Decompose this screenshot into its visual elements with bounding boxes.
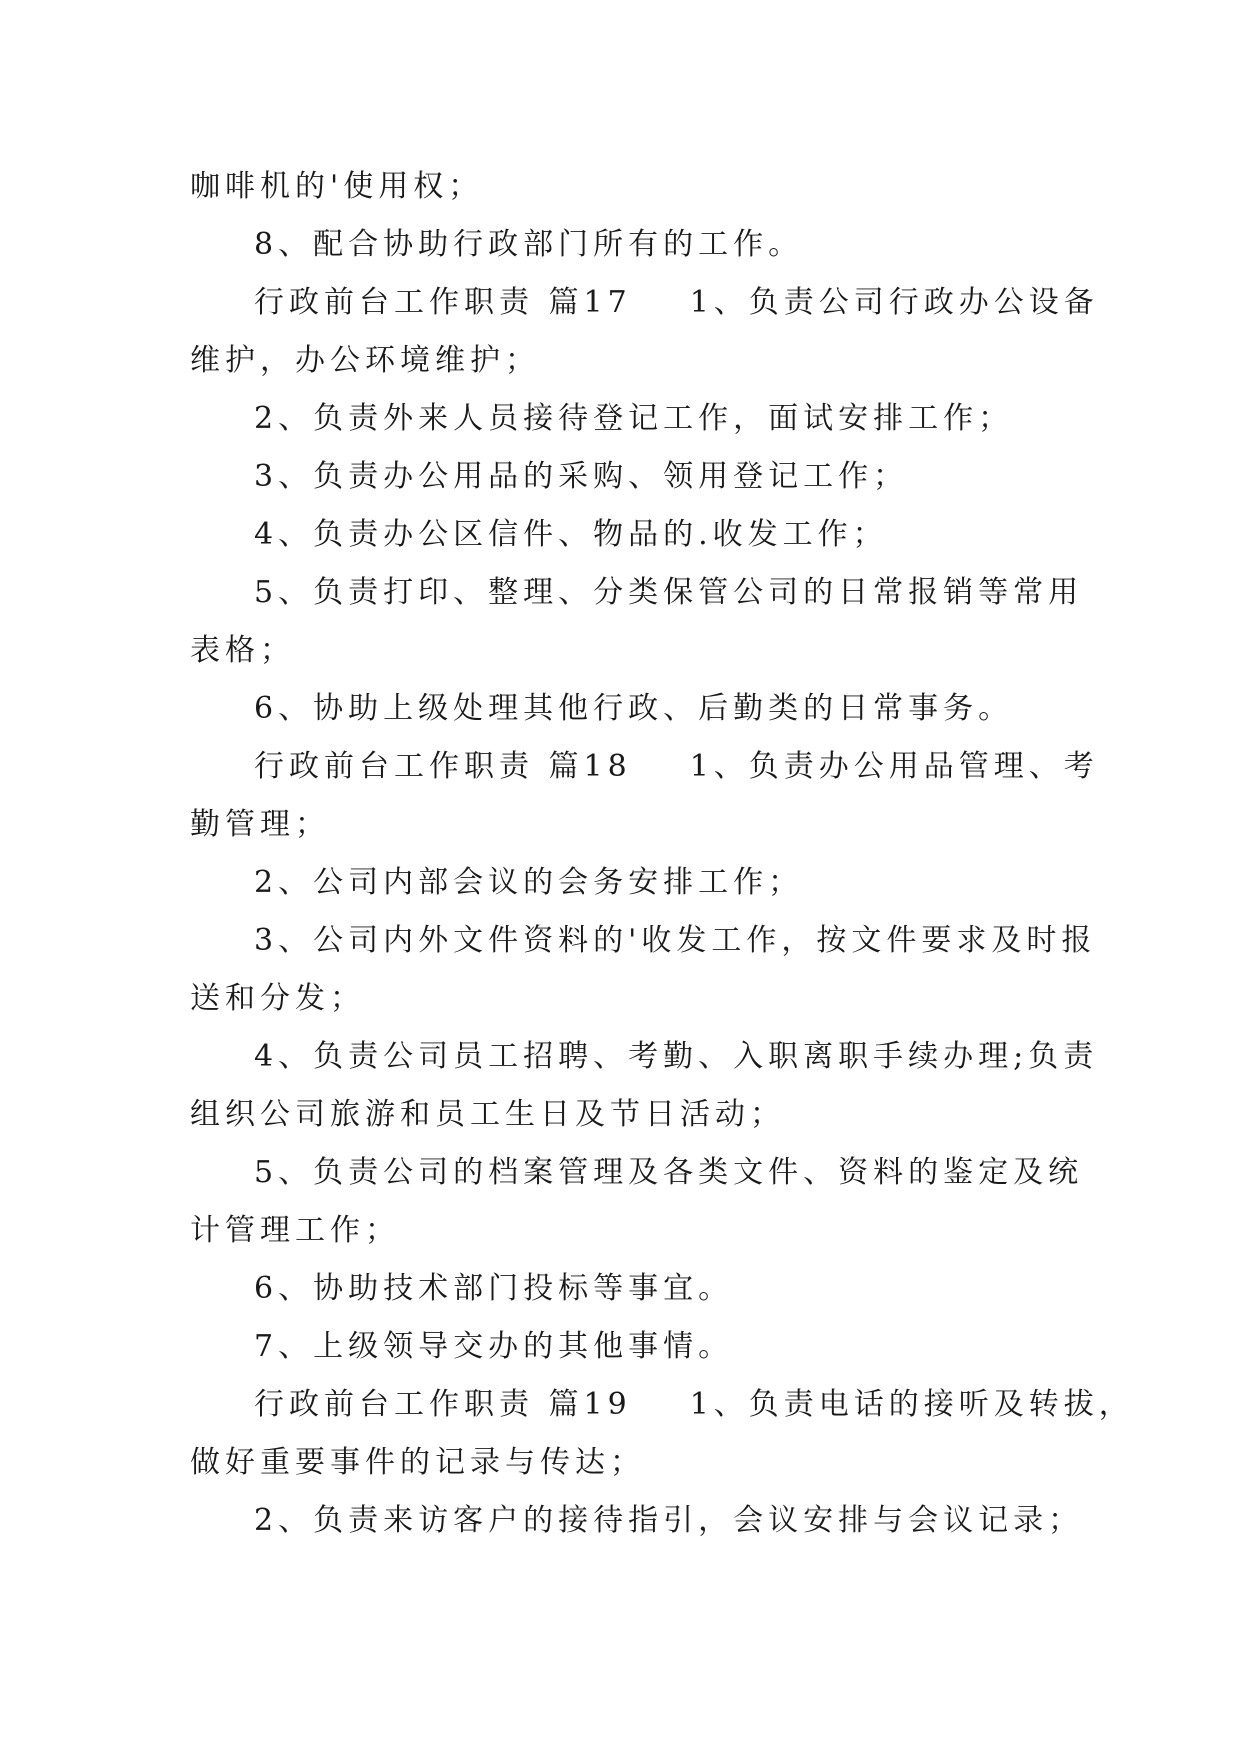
paragraph-line: 勤管理； xyxy=(190,807,330,842)
list-item: 2、负责外来人员接待登记工作，面试安排工作； xyxy=(254,401,1014,436)
paragraph-line: 做好重要事件的记录与传达； xyxy=(190,1445,645,1480)
list-item: 6、协助技术部门投标等事宜。 xyxy=(254,1271,734,1306)
paragraph-line: 表格； xyxy=(190,633,295,668)
list-item: 2、负责来访客户的接待指引，会议安排与会议记录； xyxy=(254,1503,1084,1538)
list-item: 8、配合协助行政部门所有的工作。 xyxy=(254,227,804,262)
list-item-text: 1、负责办公用品管理、考 xyxy=(689,749,1099,784)
list-item: 6、协助上级处理其他行政、后勤类的日常事务。 xyxy=(254,691,1014,726)
paragraph-line: 送和分发； xyxy=(190,981,365,1016)
list-item: 4、负责公司员工招聘、考勤、入职离职手续办理;负责 xyxy=(254,1039,1099,1074)
section-heading-line xyxy=(190,738,1099,796)
section-heading-line xyxy=(190,274,1099,332)
paragraph-line: 组织公司旅游和员工生日及节日活动； xyxy=(190,1097,785,1132)
list-item: 3、负责办公用品的采购、领用登记工作； xyxy=(254,459,909,494)
section-heading: 行政前台工作职责 篇17 xyxy=(254,285,632,320)
list-item-text: 1、负责电话的接听及转拔， xyxy=(689,1387,1134,1422)
document-body xyxy=(190,158,1134,1550)
section-heading-line xyxy=(190,1376,1134,1434)
section-heading: 行政前台工作职责 篇19 xyxy=(254,1387,632,1422)
list-item: 5、负责打印、整理、分类保管公司的日常报销等常用 xyxy=(254,575,1084,610)
list-item: 3、公司内外文件资料的'收发工作，按文件要求及时报 xyxy=(254,923,1097,958)
list-item: 5、负责公司的档案管理及各类文件、资料的鉴定及统 xyxy=(254,1155,1084,1190)
paragraph-line: 维护，办公环境维护； xyxy=(190,343,540,378)
list-item: 4、负责办公区信件、物品的.收发工作； xyxy=(254,517,888,552)
paragraph-line: 计管理工作； xyxy=(190,1213,400,1248)
list-item: 7、上级领导交办的其他事情。 xyxy=(254,1329,734,1364)
list-item-text: 1、负责公司行政办公设备 xyxy=(689,285,1099,320)
paragraph-line: 咖啡机的'使用权； xyxy=(190,169,484,204)
section-heading: 行政前台工作职责 篇18 xyxy=(254,749,632,784)
list-item: 2、公司内部会议的会务安排工作； xyxy=(254,865,804,900)
